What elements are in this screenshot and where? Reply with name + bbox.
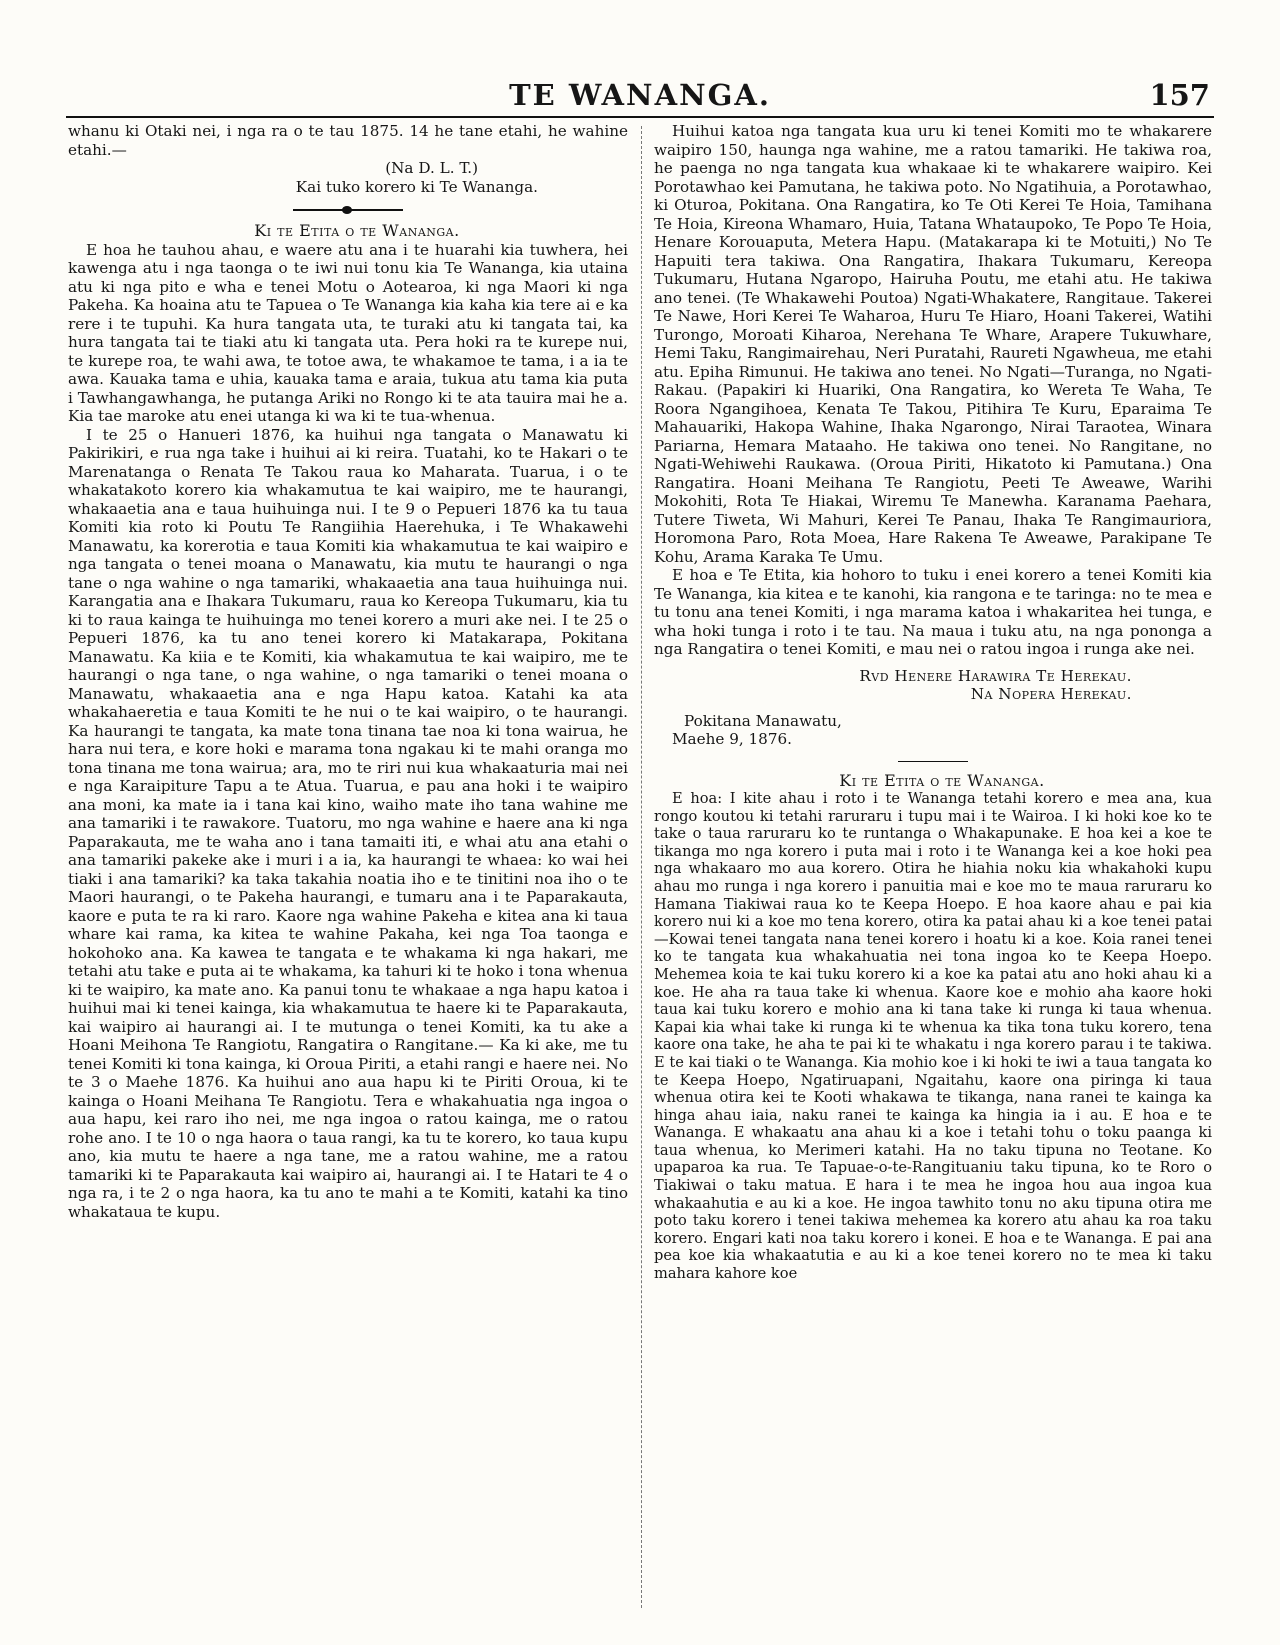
letter-heading: Ki te Etita o te Wananga. [254, 221, 460, 240]
dateline-place: Pokitana Manawatu, [684, 711, 842, 730]
section-ornament [293, 206, 403, 214]
section-rule [898, 761, 968, 762]
header-rule [66, 116, 1214, 118]
signature-line: Na Nopera Herekau. [970, 685, 1132, 703]
newspaper-title: TE WANANGA. [509, 78, 771, 112]
dateline-date: Maehe 9, 1876. [672, 730, 792, 748]
column-divider [641, 126, 642, 1608]
running-head [70, 78, 1210, 112]
letter-paragraph: E hoa e Te Etita, kia hohoro to tuku i enei korero a tenei Komiti kia Te Wananga, kia kitea e te kanohi, kia rangona e te taringa: no te mea e tu tonu ana tenei Komiti, i nga marama katoa i whakaritea hei tunga, e wha hoki tunga i roto i te tau. Na maua i tuku atu, na nga pononga a nga Rangatira o tenei Komiti, e mau nei o ratou ingoa i runga ake nei. [654, 566, 1212, 658]
sender-attribution: (Na D. L. T.) [385, 159, 478, 177]
sender-note: Kai tuko korero ki Te Wananga. [295, 177, 538, 196]
signature-line: Rvd Henere Harawira Te Herekau. [859, 666, 1132, 685]
page-number: 157 [1149, 78, 1210, 112]
continuation-paragraph: whanu ki Otaki nei, i nga ra o te tau 1875. 14 he tane etahi, he wahine etahi.— [68, 122, 628, 159]
signature-block [654, 667, 1212, 749]
letter-paragraph: E hoa he tauhou ahau, e waere atu ana i te huarahi kia tuwhera, hei kawenga atu i nga taonga o te iwi nui tonu kia Te Wananga, kia utaina atu ki nga pito e wha e tenei Motu o Aotearoa, ki nga Maori ki nga Pakeha. Ka hoaina atu te Tapuea o Te Wananga kia kaha kia tere ai e ka rere i te tupuhi. Ka hura tangata uta, te turaki atu ki tangata tai, ka hura tangata tai te tiaki atu ki tangata uta. Pera hoki ra te kurepe nui, te kurepe roa, te wahi awa, te totoe awa, te whakamoe te tama, i a ia te awa. Kauaka tama e uhia, kauaka tama e araia, tukua atu tama kia puta i Tawhangawhanga, he putanga Ariki no Rongo ki te ata tauira mai he a. Kia tae maroke atu enei utanga ki wa ki te tua-whenua. [68, 240, 628, 425]
letter-paragraph: E hoa: I kite ahau i roto i te Wananga tetahi korero e mea ana, kua rongo koutou ki tetahi raruraru i tupu mai i te Wairoa. I ki hoki koe ko te take o taua raruraru ko te runtanga o Whakapunake. E hoa kei a koe te tikanga mo nga korero i puta mai i roto i te Wananga kei a koe hoki pea nga whakaaro mo aua korero. Otira he hiahia noku kia whakahoki kupu ahau mo runga i nga korero i panuitia mai e koe mo te maua raruraru ko Hamana Tiakiwai raua ko te Keepa Hoepo. E hoa kaore ahau e pai kia korero nui ki a koe mo tena korero, otira ka patai ahau ki a koe tenei patai—Kowai tenei tangata nana tenei korero i hoatu ki a koe. Koia ranei tenei ko te tangata kua whakahuatia nei tona ingoa ko te Keepa Hoepo. Mehemea koia te kai tuku korero ki a koe ka patai atu ano hoki ahau ki a koe. He aha ra taua take ki whenua. Kaore koe e mohio aha kaore hoki taua kai tuku korero e mohio ana ki tana take ki runga ki taua whenua. Kapai kia whai take ki runga ki te whenua ka tika tona tuku korero, tena kaore ona take, he aha te pai ki te whakatu i nga korero parau i te takiwa. E te kai tiaki o te Wananga. Kia mohio koe i ki hoki te iwi a taua tangata ko te Keepa Hoepo, Ngatiruapani, Ngaitahu, kaore ona piringa ki taua whenua otira kei te Kooti whakawa te tikanga, nana ranei te kainga ka hinga ahau iaia, naku ranei te kainga ka hingia ia i au. E hoa e te Wananga. E whakaatu ana ahau ki a koe i tetahi tohu o toku paanga ki taua whenua, ko Merimeri katahi. Ha no taku tipuna no Teotane. Ko upaparoa ka rua. Te Tapuae-o-te-Rangituaniu taku tipuna, ko te Roro o Tiakiwai o taku matua. E hara i te mea he ingoa hou aua ingoa kua whakaahutia e au ki a koe. He ingoa tawhito tonu no aku tipuna otira me poto taku korero i tenei takiwa mehemea ka korero atu ahau ka roa taku korero. Engari kati noa taku korero i konei. E hoa e te Wananga. E pai ana pea koe kia whakaatutia e au ki a koe tenei korero no te mea ki taku mahara kahore koe [654, 790, 1212, 1283]
letter-paragraph: I te 25 o Hanueri 1876, ka huihui nga tangata o Manawatu ki Pakirikiri, e rua nga take i huihui ai ki reira. Tuatahi, ko te Hakari o te Marenatanga o Renata Te Takou raua ko Maharata. Tuarua, i o te whakatakoto korero kia whakamutua te kai waipiro, me te haurangi, whakaaetia ana e taua huihuinga nui. I te 9 o Pepueri 1876 ka tu taua Komiti kia roto ki Poutu Te Rangiihia Haerehuka, i Te Whakawehi Manawatu, ka korerotia e taua Komiti kia whakamutua te kai waipiro e nga tangata o tenei moana o Manawatu, kia mutu te haurangi o nga tane o nga wahine o nga tamariki, whakaaetia ana taua huihuinga nui. Karangatia ana e Ihakara Tukumaru, raua ko Kereopa Tukumaru, kia tu ki to raua kainga te huihuinga mo tenei korero a muri ake nei. I te 25 o Pepueri 1876, ka tu ano tenei korero ki Matakarapa, Pokitana Manawatu. Ka kiia e te Komiti, kia whakamutua te kai waipiro, me te haurangi o nga tane, o nga wahine, o nga tamariki o tenei moana o Manawatu, whakaaetia ana e nga Hapu katoa. Katahi ka ata whakahaeretia e taua Komiti te he nui o te kai waipiro, o te haurangi. Ka haurangi te tangata, ka mate tona tinana tae noa ki tona wairua, he hara nui tera, e kore hoki e marama tona ngakau ki te mahi oranga mo tona tinana me tona wairua; ara, mo te riri nui kua whakaaturia mai nei e nga Karaipiture Tapu a te Atua. Tuarua, e pau ana hoki i te waipiro ana moni, ka mate ia i tana kai kino, waiho mate iho tana wahine me ana tamariki i te rawakore. Tuatoru, mo nga wahine e haere ana ki nga Paparakauta, me te waha ano i tana tamaiti iti, e whai atu ana etahi o ana tamariki pakeke ake i muri i a ia, ka haurangi te whaea: ko wai hei tiaki i ana tamariki? ka taka takahia noatia iho e te tinitini noa iho o te Maori haurangi, o te Pakeha haurangi, e tumaru ana i te Paparakauta, kaore e puta te ra ki raro. Kaore nga wahine Pakeha e kitea ana ki taua whare kai rama, ka kitea te wahine Pakaha, kei nga Toa taonga e hokohoko ana. Ka kawea te tangata e te whakama ki nga hakari, me tetahi atu take e puta ai te whakama, ka tahuri ki te hoko i tona whenua ki te waipiro, ka mate ano. Ka panui tonu te whakaae a nga hapu katoa i huihui mai ki tenei kainga, kia whakamutua te haere ki te Paparakauta, kai waipiro ai haurangi ai. I te mutunga o tenei Komiti, ka tu ake a Hoani Meihona Te Rangiotu, Rangatira o Rangitane.— Ka ki ake, me tu tenei Komiti ki tona kainga, ki Oroua Piriti, a etahi rangi e haere nei. No te 3 o Maehe 1876. Ka huihui ano aua hapu ki te Piriti Oroua, ki te kainga o Hoani Meihana Te Rangiotu. Tera e whakahuatia nga ingoa o aua hapu, kei raro iho nei, me nga ingoa o ratou kainga, me o ratou rohe ano. I te 10 o nga haora o taua rangi, ka tu te korero, ko taua kupu ano, kia mutu te haere a nga tane, me a ratou wahine, me a ratou tamariki ki te Paparakauta kai waipiro ai, haurangi ai. I te Hatari te 4 o nga ra, i te 2 o nga haora, ka tu ano te mahi a te Komiti, katahi ka tino whakataua te kupu. [68, 425, 628, 1221]
left-column [68, 122, 628, 1612]
letter-heading: Ki te Etita o te Wananga. [839, 770, 1045, 790]
right-column [654, 122, 1212, 1612]
letter-paragraph: Huihui katoa nga tangata kua uru ki tenei Komiti mo te whakarere waipiro 150, haunga nga wahine, me a ratou tamariki. He takiwa roa, he paenga no nga tangata kua whakaae ki te whakarere waipiro. Kei Porotawhao kei Pamutana, he takiwa poto. No Ngatihuia, a Porotawhao, ki Oturoa, Pokitana. Ona Rangatira, ko Te Oti Kerei Te Hoia, Tamihana Te Hoia, Kireona Whamaro, Huia, Tatana Whataupoko, Te Popo Te Hoia, Henare Korouaputa, Metera Hapu. (Matakarapa ki te Motuiti,) No Te Hapuiti tera takiwa. Ona Rangatira, Ihakara Tukumaru, Kereopa Tukumaru, Hutana Ngaropo, Hairuha Poutu, me etahi atu. He takiwa ano tenei. (Te Whakawehi Poutoa) Ngati-Whakatere, Rangitaue. Takerei Te Nawe, Hori Kerei Te Waharoa, Huru Te Hiaro, Hoani Takerei, Watihi Turongo, Moroati Kiharoa, Nerehana Te Whare, Arapere Tukuwhare, Hemi Taku, Rangimairehau, Neri Puratahi, Raureti Ngawheua, me etahi atu. Epiha Rimunui. He takiwa ano tenei. No Ngati—Turanga, no Ngati-Rakau. (Papakiri ki Huariki, Ona Rangatira, ko Wereta Te Waha, Te Roora Ngangihoea, Kenata Te Takou, Pitihira Te Kuru, Eparaima Te Mahauariki, Hakopa Wahine, Ihaka Ngarongo, Nirai Taraotea, Winara Pariarna, Hemara Mataaho. He takiwa ono tenei. No Rangitane, no Ngati-Wehiwehi Raukawa. (Oroua Piriti, Hikatoto ki Pamutana.) Ona Rangatira. Hoani Meihana Te Rangiotu, Peeti Te Aweawe, Warihi Mokohiti, Rota Te Hiakai, Wiremu Te Manewha. Karanama Paehara, Tutere Tiweta, Wi Mahuri, Kerei Te Panau, Ihaka Te Rangimauriora, Horomona Paro, Rota Moea, Hare Rakena Te Aweawe, Parakipane Te Kohu, Arama Karaka Te Umu. [654, 122, 1212, 566]
